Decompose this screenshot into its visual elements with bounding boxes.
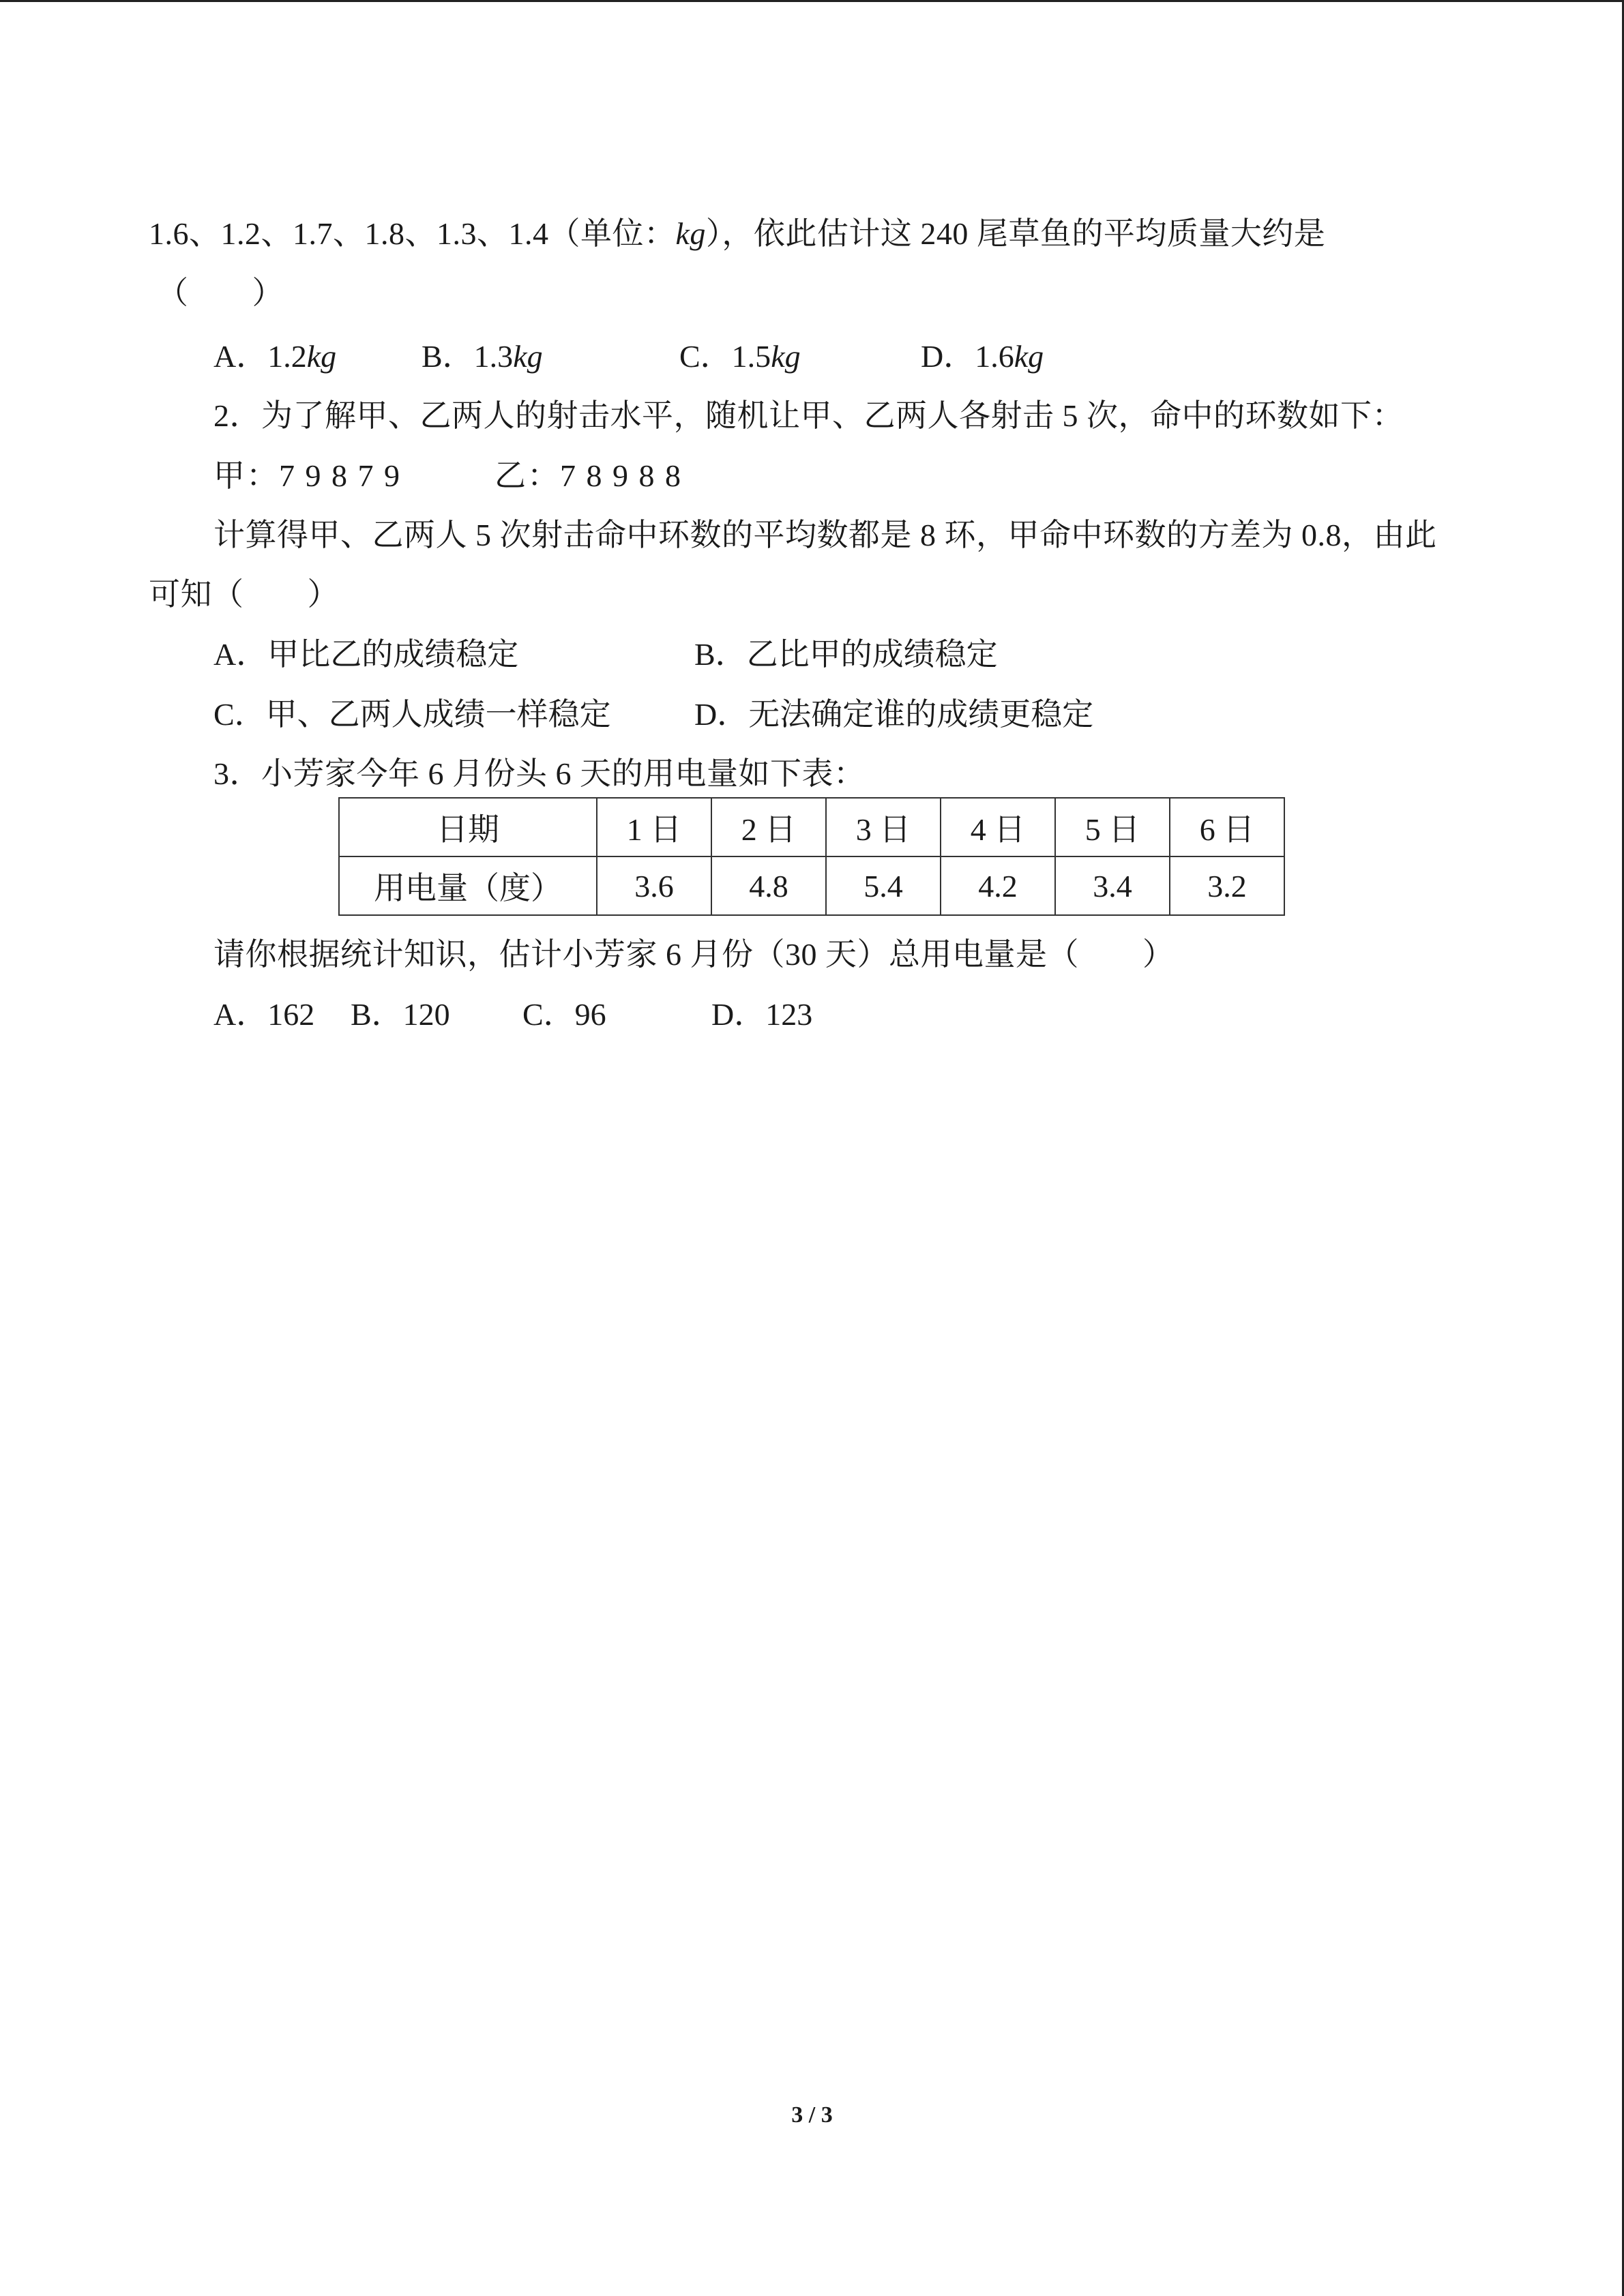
table-day-cell: 6 日 xyxy=(1170,798,1284,856)
table-day-cell: 4 日 xyxy=(941,798,1055,856)
q1-option-c xyxy=(679,336,801,377)
table-day-cell: 1 日 xyxy=(597,798,711,856)
q1-option-a xyxy=(213,336,336,377)
q3-option-c: C．96 xyxy=(522,997,606,1032)
electricity-usage-table xyxy=(338,797,1285,916)
q1-stem-prefix: 1.6、1.2、1.7、1.8、1.3、1.4（单位： xyxy=(149,216,676,251)
table-header-row xyxy=(339,798,1284,856)
q3-option-a: A．162 xyxy=(213,997,315,1032)
q3-stem: 3．小芳家今年 6 月份头 6 天的用电量如下表： xyxy=(213,756,866,791)
page-top-rule xyxy=(0,0,1624,2)
q1-option-b-text: B．1.3 xyxy=(422,339,514,374)
q2-stem2-line1: 计算得甲、乙两人 5 次射击命中环数的平均数都是 8 环，甲命中环数的方差为 0.8，由此 xyxy=(213,518,1437,552)
q2-option-d: D．无法确定谁的成绩更稳定 xyxy=(694,697,1094,732)
table-value-cell: 3.4 xyxy=(1055,856,1170,915)
table-value-row xyxy=(339,856,1284,915)
q1-stem-suffix: ），依此估计这 240 尾草鱼的平均质量大约是 xyxy=(705,216,1326,251)
table-day-cell: 3 日 xyxy=(826,798,941,856)
q2-yi-scores: 乙：7 8 9 8 8 xyxy=(494,458,682,493)
q2-option-b: B．乙比甲的成绩稳定 xyxy=(694,637,998,672)
q3-question: 请你根据统计知识，估计小芳家 6 月份（30 天）总用电量是（ ） xyxy=(213,937,1175,972)
q1-option-d-text: D．1.6 xyxy=(921,339,1014,374)
q1-stem-unit: kg xyxy=(675,216,706,251)
table-value-cell: 3.6 xyxy=(597,856,711,915)
q1-option-b-unit: kg xyxy=(513,339,543,374)
q2-jia-scores: 甲：7 9 8 7 9 xyxy=(213,458,401,493)
table-day-cell: 2 日 xyxy=(711,798,826,856)
q1-option-d xyxy=(921,336,1044,377)
table-day-cell: 5 日 xyxy=(1055,798,1170,856)
table-value-cell: 4.8 xyxy=(711,856,826,915)
q3-option-d: D．123 xyxy=(711,997,813,1032)
q1-option-c-text: C．1.5 xyxy=(679,339,771,374)
table-value-cell: 4.2 xyxy=(941,856,1055,915)
q1-option-a-unit: kg xyxy=(306,339,337,374)
q1-option-b xyxy=(422,336,543,377)
q1-option-c-unit: kg xyxy=(771,339,801,374)
table-value-cell: 5.4 xyxy=(826,856,941,915)
q1-option-a-text: A．1.2 xyxy=(213,339,307,374)
q2-stem2-line2: 可知（ ） xyxy=(149,577,339,612)
page-number: 3 / 3 xyxy=(791,2102,833,2128)
table-row-label: 用电量（度） xyxy=(339,856,597,915)
q2-stem: 2．为了解甲、乙两人的射击水平，随机让甲、乙两人各射击 5 次，命中的环数如下： xyxy=(213,398,1404,433)
q3-option-b: B．120 xyxy=(351,997,450,1032)
q1-stem-line xyxy=(149,213,1325,254)
q2-option-a: A．甲比乙的成绩稳定 xyxy=(213,637,519,672)
q2-option-c: C．甲、乙两人成绩一样稳定 xyxy=(213,697,611,732)
q1-blank: （ ） xyxy=(157,275,284,310)
table-header-label: 日期 xyxy=(339,798,597,856)
table-value-cell: 3.2 xyxy=(1170,856,1284,915)
q1-option-d-unit: kg xyxy=(1014,339,1044,374)
